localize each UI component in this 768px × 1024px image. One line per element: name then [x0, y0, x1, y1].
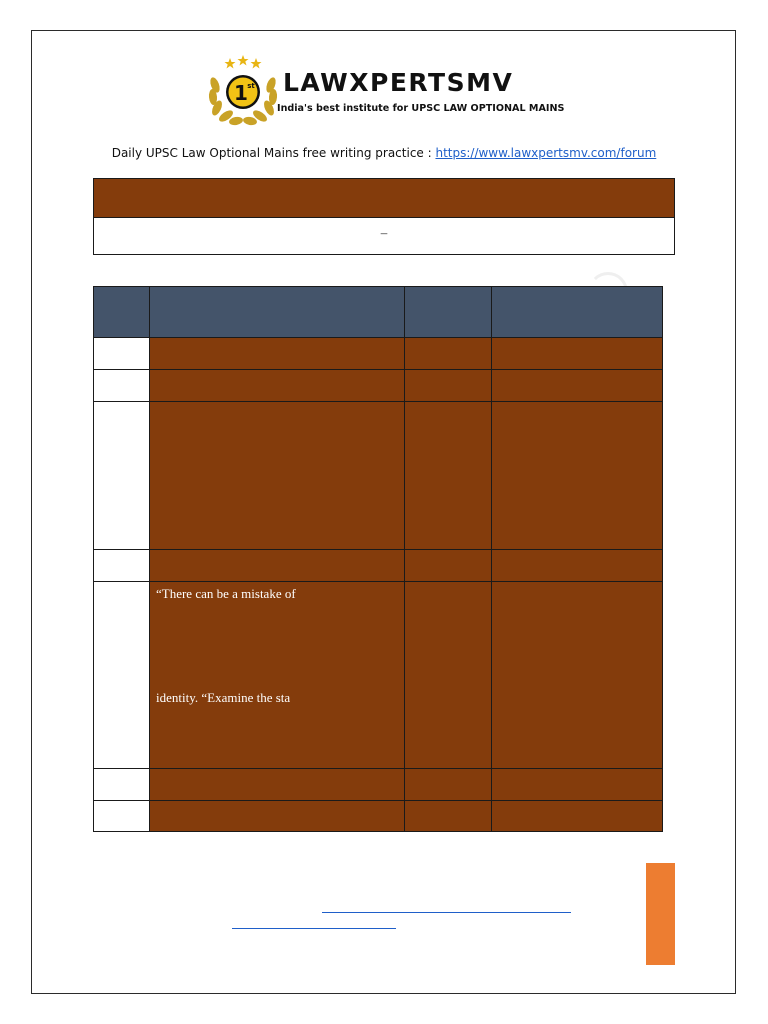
table-cell: [405, 582, 492, 769]
table-row: [94, 769, 663, 801]
laurel-badge-icon: [205, 55, 281, 127]
table-cell: [94, 769, 150, 801]
table-row: [94, 801, 663, 832]
table-cell: [492, 550, 663, 582]
table-row: [94, 550, 663, 582]
header-subtitle: –: [380, 225, 388, 240]
table-cell: [492, 370, 663, 402]
table-header-cell: [94, 287, 150, 338]
logo: [205, 55, 575, 127]
table-cell: [94, 370, 150, 402]
table-row: [94, 370, 663, 402]
table-cell: [94, 338, 150, 370]
footer-link-underline[interactable]: [322, 912, 571, 913]
table-header-row: [94, 287, 663, 338]
rank-suffix: st: [247, 82, 255, 90]
table-cell: [150, 769, 405, 801]
table-cell: [405, 370, 492, 402]
table-cell: [492, 402, 663, 550]
table-cell: [150, 402, 405, 550]
brand-tagline: India's best institute for UPSC LAW OPTIONAL MAINS: [277, 103, 565, 114]
table-cell: [405, 550, 492, 582]
question-cell: [150, 582, 405, 769]
table-cell: [150, 801, 405, 832]
table-cell: [150, 338, 405, 370]
table-cell: [94, 550, 150, 582]
brand-name: LAWXPERTSMV: [283, 68, 514, 97]
forum-link[interactable]: https://www.lawxpertsmv.com/forum: [435, 146, 657, 160]
table-row: [94, 338, 663, 370]
header-box: [93, 178, 675, 255]
footer-link-underline[interactable]: [232, 928, 396, 929]
table-row: [94, 402, 663, 550]
accent-bar: [646, 863, 675, 965]
question-text-bottom: identity. “Examine the sta: [156, 690, 291, 705]
rank-badge: 1: [234, 81, 248, 105]
schedule-table: [93, 286, 663, 832]
table-cell: [492, 769, 663, 801]
table-header-cell: [405, 287, 492, 338]
table-header-cell: [492, 287, 663, 338]
practice-line: [0, 146, 768, 160]
practice-text: Daily UPSC Law Optional Mains free writing practice :: [111, 146, 436, 160]
table-cell: [94, 801, 150, 832]
table-cell: [492, 582, 663, 769]
table-cell: [150, 550, 405, 582]
table-row: [94, 582, 663, 769]
header-band: [94, 179, 674, 218]
table-cell: [492, 338, 663, 370]
table-cell: [94, 582, 150, 769]
table-header-cell: [150, 287, 405, 338]
table-cell: [150, 370, 405, 402]
table-cell: [405, 402, 492, 550]
table-cell: [405, 769, 492, 801]
table-cell: [405, 801, 492, 832]
table-cell: [405, 338, 492, 370]
table-cell: [492, 801, 663, 832]
table-cell: [94, 402, 150, 550]
question-text-top: “There can be a mistake of: [156, 586, 296, 601]
